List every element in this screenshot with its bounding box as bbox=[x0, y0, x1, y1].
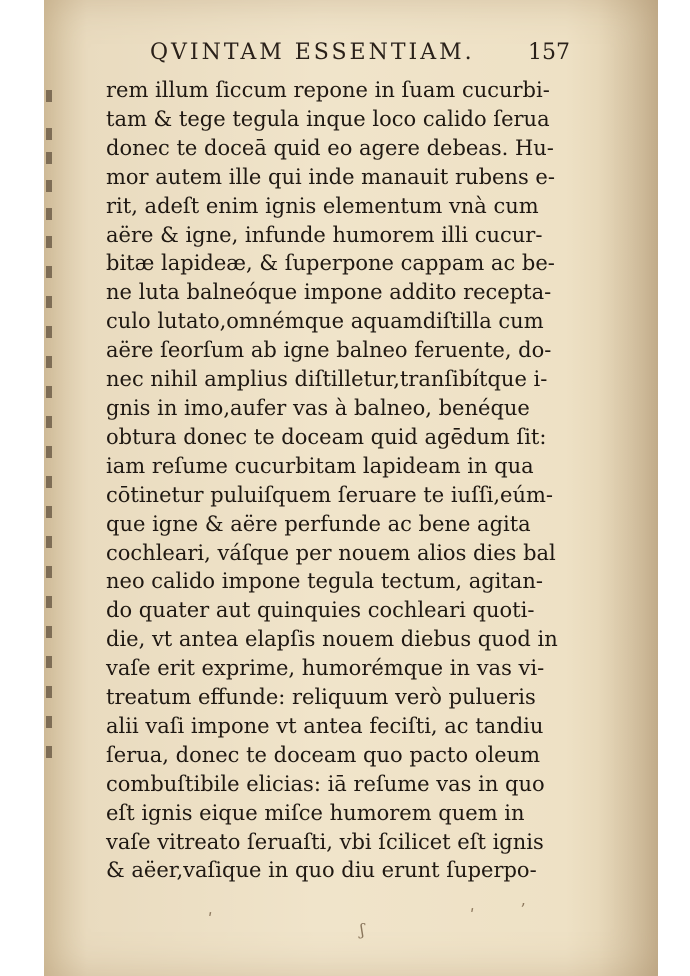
text-line: aëre & igne, infunde humorem illi cucur- bbox=[106, 222, 543, 247]
ink-speck: ʹ bbox=[470, 906, 475, 925]
bleed-through-marks bbox=[190, 900, 550, 940]
text-line: & aëer,vaſique in quo diu erunt ſuperpo- bbox=[106, 858, 537, 883]
text-line: cochleari, váſque per nouem alios dies bal bbox=[106, 540, 556, 565]
text-line: nec nihil amplius diſtilletur,tranſibítque i- bbox=[106, 367, 548, 392]
text-line: combuſtibile elicias: iā reſume vas in quo bbox=[106, 771, 545, 796]
running-title: QVINTAM ESSENTIAM. bbox=[150, 40, 475, 65]
ink-speck: ʃ bbox=[360, 920, 365, 939]
text-line: do quater aut quinquies cochleari quoti- bbox=[106, 598, 535, 623]
text-line: vaſe erit exprime, humorémque in vas vi- bbox=[106, 656, 545, 681]
facing-page-gutter-marks bbox=[44, 80, 58, 780]
ink-speck: ʼ bbox=[520, 900, 526, 919]
text-line: die, vt antea elapſis nouem diebus quod in bbox=[106, 627, 558, 652]
text-line: rit, adeſt enim ignis elementum vnà cum bbox=[106, 193, 539, 218]
text-line: treatum effunde: reliquum verò pulueris bbox=[106, 685, 536, 710]
text-line: ne luta balneóque impone addito recepta- bbox=[106, 280, 552, 305]
text-line: bitæ lapideæ, & ſuperpone cappam ac be- bbox=[106, 251, 555, 276]
body-text bbox=[106, 76, 576, 885]
text-line: tam & tege tegula inque loco calido ſerua bbox=[106, 106, 550, 131]
text-line: iam reſume cucurbitam lapideam in qua bbox=[106, 453, 534, 478]
page-header bbox=[150, 40, 570, 76]
page-number: 157 bbox=[528, 40, 570, 65]
text-line: eſt ignis eique miſce humorem quem in bbox=[106, 800, 525, 825]
text-line: que igne & aëre perfunde ac bene agita bbox=[106, 511, 531, 536]
text-line: obtura donec te doceam quid agēdum ſit: bbox=[106, 424, 547, 449]
text-line: donec te doceā quid eo agere debeas. Hu- bbox=[106, 135, 554, 160]
text-line: vaſe vitreato ſeruaſti, vbi ſcilicet eſt ignis bbox=[106, 829, 544, 854]
text-line: mor autem ille qui inde manauit rubens e- bbox=[106, 164, 555, 189]
text-line: aëre ſeorſum ab igne balneo feruente, do- bbox=[106, 338, 552, 363]
text-line: cōtinetur puluiſquem ſeruare te iuſſi,eúm- bbox=[106, 482, 553, 507]
ink-speck: ʹ bbox=[208, 910, 213, 929]
text-line: rem illum ſiccum repone in ſuam cucurbi- bbox=[106, 78, 550, 102]
text-line: alii vaſi impone vt antea feciſti, ac tandiu bbox=[106, 713, 544, 738]
text-line: ſerua, donec te doceam quo pacto oleum bbox=[106, 742, 541, 767]
text-line: culo lutato,omnémque aquamdiſtilla cum bbox=[106, 309, 544, 334]
text-line: neo calido impone tegula tectum, agitan- bbox=[106, 569, 543, 594]
text-line: gnis in imo,aufer vas à balneo, benéque bbox=[106, 395, 530, 420]
